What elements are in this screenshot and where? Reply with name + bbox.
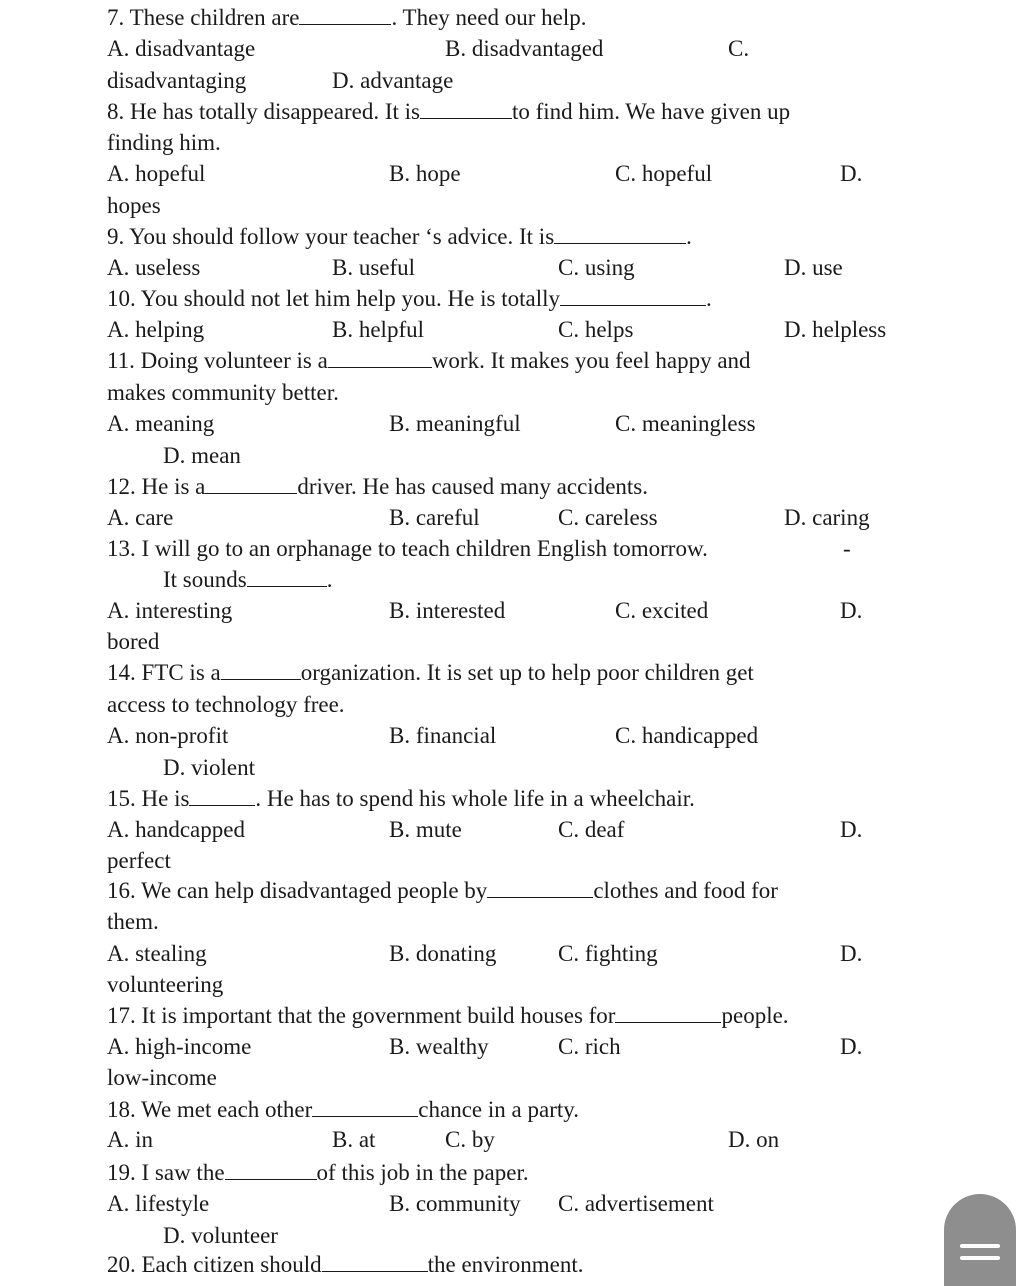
option-text: A. handcapped: [107, 817, 245, 842]
text-segment: bored: [107, 629, 160, 654]
option-text: C.: [728, 36, 750, 61]
question-text: .: [686, 224, 692, 249]
option-text: D. use: [784, 255, 843, 280]
option-text: B. helpful: [332, 317, 424, 342]
question-text: work. It makes you feel happy and: [431, 348, 751, 373]
option-text: A. useless: [107, 255, 201, 280]
question-text: 20. Each citizen should: [107, 1252, 322, 1277]
option-text: C. deaf: [558, 817, 625, 842]
handle-grip-line-1: [960, 1244, 1000, 1248]
answer-blank: [205, 473, 297, 494]
option-text: B. hope: [389, 161, 461, 186]
option-text: B. mute: [389, 817, 462, 842]
option-text: D. caring: [784, 505, 870, 530]
answer-blank: [189, 785, 255, 806]
option-text: C. hopeful: [615, 161, 713, 186]
answer-blank: [312, 1096, 418, 1117]
option-text: D.: [840, 941, 863, 966]
text-segment: D. volunteer: [163, 1223, 278, 1248]
answer-blank: [420, 98, 512, 119]
option-text: A. interesting: [107, 598, 233, 623]
option-text: B. meaningful: [389, 411, 521, 436]
text-segment: D. mean: [163, 443, 241, 468]
option-text: A. care: [107, 505, 174, 530]
option-text: C. meaningless: [615, 411, 756, 436]
text-segment: low-income: [107, 1065, 217, 1090]
option-text: D.: [840, 161, 863, 186]
question-text: 10. You should not let him help you. He is totally: [107, 286, 560, 311]
question-text: 18. We met each other: [107, 1097, 313, 1122]
option-text: C. helps: [558, 317, 634, 342]
question-text: clothes and food for: [593, 878, 778, 903]
option-text: disadvantaging: [107, 68, 247, 93]
option-text: A. hopeful: [107, 161, 206, 186]
option-text: C. handicapped: [615, 723, 759, 748]
option-text: B. at: [332, 1127, 376, 1152]
option-text: C. excited: [615, 598, 709, 623]
option-text: C. advertisement: [558, 1191, 714, 1216]
answer-blank: [560, 285, 706, 306]
option-text: B. community: [389, 1191, 521, 1216]
question-text: 16. We can help disadvantaged people by: [107, 878, 488, 903]
question-text: the environment.: [427, 1252, 584, 1277]
question-text: 17. It is important that the government build houses for: [107, 1003, 616, 1028]
option-text: B. donating: [389, 941, 497, 966]
question-text: . He has to spend his whole life in a wheelchair.: [255, 786, 695, 811]
answer-blank: [554, 223, 686, 244]
question-text: 9. You should follow your teacher ‘s advice. It is: [107, 224, 555, 249]
text-segment: D. violent: [163, 755, 255, 780]
option-text: B. careful: [389, 505, 480, 530]
option-text: D.: [840, 1034, 863, 1059]
text-segment: them.: [107, 909, 159, 934]
option-text: -: [843, 536, 851, 561]
option-text: B. disadvantaged: [445, 36, 604, 61]
option-text: D. helpless: [784, 317, 887, 342]
option-text: D.: [840, 817, 863, 842]
option-text: A. stealing: [107, 941, 207, 966]
question-text: 15. He is: [107, 786, 190, 811]
option-text: A. high-income: [107, 1034, 252, 1059]
answer-blank: [221, 659, 301, 680]
option-text: B. useful: [332, 255, 416, 280]
answer-blank: [247, 566, 327, 587]
text-segment: hopes: [107, 193, 161, 218]
question-text: 19. I saw the: [107, 1160, 225, 1185]
option-text: A. meaning: [107, 411, 215, 436]
answer-blank: [615, 1002, 721, 1023]
question-text: 11. Doing volunteer is a: [107, 348, 328, 373]
answer-blank: [328, 347, 432, 368]
option-text: A. in: [107, 1127, 153, 1152]
option-text: C. rich: [558, 1034, 621, 1059]
question-text: organization. It is set up to help poor children get: [300, 660, 754, 685]
question-text: . They need our help.: [391, 5, 587, 30]
option-text: C. using: [558, 255, 635, 280]
answer-blank: [299, 4, 391, 25]
question-text: .: [705, 286, 712, 311]
option-text: C. careless: [558, 505, 658, 530]
text-segment: perfect: [107, 848, 171, 873]
answer-blank: [487, 877, 593, 898]
option-text: A. non-profit: [107, 723, 229, 748]
text-segment: access to technology free.: [107, 692, 345, 717]
text-segment: volunteering: [107, 972, 224, 997]
option-text: B. wealthy: [389, 1034, 489, 1059]
scroll-handle[interactable]: [944, 1194, 1016, 1286]
option-text: 13. I will go to an orphanage to teach children English tomorrow.: [107, 536, 708, 561]
option-text: A. helping: [107, 317, 205, 342]
question-text: 12. He is a: [107, 474, 206, 499]
question-text: 14. FTC is a: [107, 660, 221, 685]
question-text: to find him. We have given up: [511, 99, 791, 124]
option-text: C. by: [445, 1127, 495, 1152]
option-text: A. lifestyle: [107, 1191, 210, 1216]
option-text: C. fighting: [558, 941, 658, 966]
question-text: .: [326, 567, 333, 592]
option-text: A. disadvantage: [107, 36, 256, 61]
text-segment: makes community better.: [107, 380, 339, 405]
option-text: D. advantage: [332, 68, 454, 93]
question-text: chance in a party.: [418, 1097, 579, 1122]
option-text: D.: [840, 598, 863, 623]
question-text: 7. These children are: [107, 5, 300, 30]
option-text: B. financial: [389, 723, 497, 748]
question-text: people.: [721, 1003, 789, 1028]
answer-blank: [225, 1159, 317, 1180]
question-text: of this job in the paper.: [316, 1160, 529, 1185]
option-text: D. on: [728, 1127, 780, 1152]
option-text: B. interested: [389, 598, 506, 623]
handle-grip-line-2: [960, 1256, 1000, 1260]
question-text: It sounds: [163, 567, 247, 592]
text-segment: finding him.: [107, 130, 221, 155]
question-text: driver. He has caused many accidents.: [297, 474, 648, 499]
question-text: 8. He has totally disappeared. It is: [107, 99, 420, 124]
answer-blank: [322, 1251, 428, 1272]
